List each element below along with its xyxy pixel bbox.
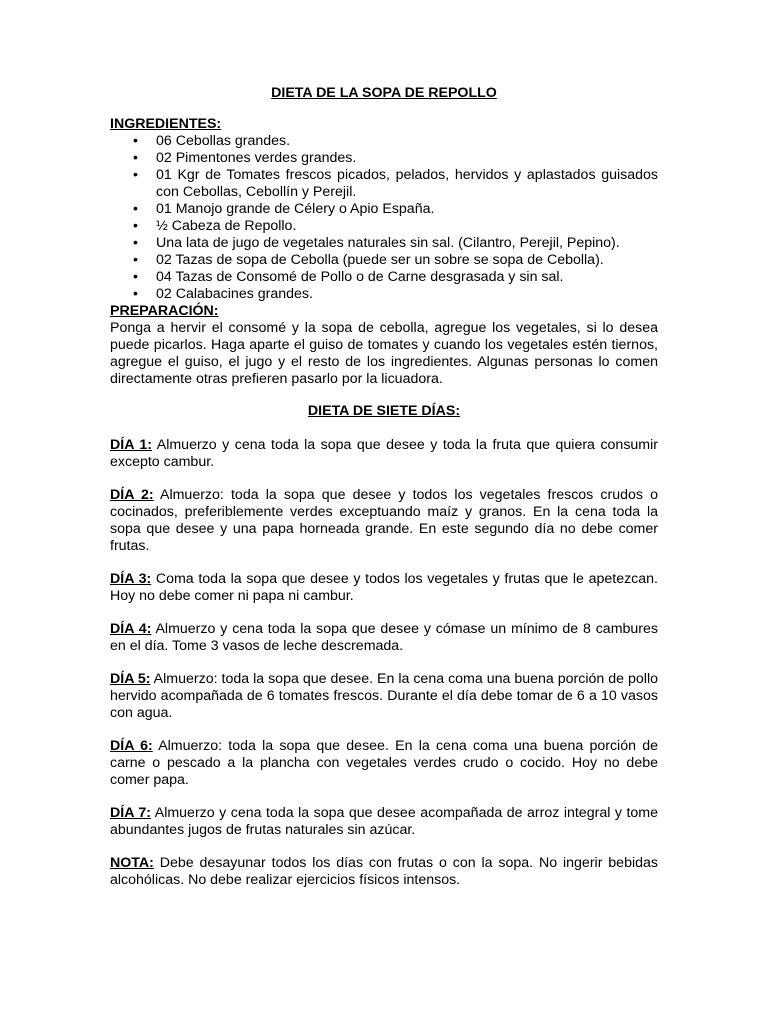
preparation-heading: PREPARACIÓN: [110,303,219,319]
day-text: Almuerzo y cena toda la sopa que desee y toda la fruta que quiera consumir excepto cambur. [110,437,658,470]
day-label: DÍA 5: [110,671,151,687]
ingredient-item: • 02 Calabacines grandes. [133,286,313,302]
bullet-icon: • [133,218,138,234]
day-text: Coma toda la sopa que desee y todos los vegetales y frutas que le apetezcan. Hoy no debe comer ni papa ni cambur. [110,571,659,604]
day-1-paragraph [110,437,658,471]
day-label: DÍA 4: [110,621,152,637]
bullet-icon: • [133,133,138,149]
note-text: Debe desayunar todos los días con frutas o con la sopa. No ingerir bebidas alcohólicas. No debe realizar ejercicios físicos intensos. [110,855,658,888]
day-label: DÍA 1: [110,437,153,453]
day-label: DÍA 6: [110,738,153,754]
bullet-icon: • [133,235,138,251]
ingredient-item: • 02 Pimentones verdes grandes. [133,150,357,166]
bullet-icon: • [133,252,138,268]
preparation-text: Ponga a hervir el consomé y la sopa de cebolla, agregue los vegetales, si lo desea puede picarlos. Haga aparte el guiso de tomates y cuando los vegetales estén tiernos, agregue el guiso, el jugo y el resto de los ingredientes. Algunas personas lo comen directamente otras prefieren pasarlo por la licuadora. [110,320,658,387]
ingredient-item: • 02 Tazas de sopa de Cebolla (puede ser un sobre se sopa de Cebolla). [133,252,604,268]
day-4-paragraph [110,621,658,655]
day-6-paragraph [110,738,658,789]
ingredient-item: • 04 Tazas de Consomé de Pollo o de Carne desgrasada y sin sal. [133,269,564,285]
bullet-icon: • [133,150,138,166]
day-text: Almuerzo y cena toda la sopa que desee acompañada de arroz integral y tome abundantes jugos de frutas naturales sin azúcar. [110,805,658,838]
document-body [110,85,658,889]
ingredients-heading: INGREDIENTES: [110,116,222,132]
note-label: NOTA: [110,855,154,871]
ingredient-item: • 01 Manojo grande de Célery o Apio España. [133,201,435,217]
day-text: Almuerzo y cena toda la sopa que desee y cómase un mínimo de 8 cambures en el día. Tome 3 vasos de leche descremada. [110,621,658,654]
day-7-paragraph [110,805,658,839]
day-text: Almuerzo: toda la sopa que desee. En la cena coma una buena porción de carne o pescado a la plancha con vegetales verdes crudo o cocido. Hoy no debe comer papa. [110,738,658,788]
diet-heading: DIETA DE SIETE DÍAS: [307,403,461,419]
day-3-paragraph [110,571,658,605]
bullet-icon: • [133,201,138,217]
day-2-paragraph [110,487,658,555]
ingredients-list [110,133,658,303]
day-text: Almuerzo: toda la sopa que desee. En la cena coma una buena porción de pollo hervido acompañada de 6 tomates frescos. Durante el día debe tomar de 6 a 10 vasos con agua. [110,671,658,721]
ingredient-item: • Una lata de jugo de vegetales naturales sin sal. (Cilantro, Perejil, Pepino). [133,235,620,251]
bullet-icon: • [133,286,138,302]
day-label: DÍA 3: [110,571,152,587]
bullet-icon: • [133,167,138,183]
day-label: DÍA 7: [110,805,152,821]
ingredient-item: • 06 Cebollas grandes. [133,133,291,149]
bullet-icon: • [133,269,138,285]
day-5-paragraph [110,671,658,722]
day-label: DÍA 2: [110,487,154,503]
day-text: Almuerzo: toda la sopa que desee y todos los vegetales frescos crudos o cocinados, preferiblemente verdes exceptuando maíz y granos. En la cena toda la sopa que desee y una papa horneada grande. En este segundo día no debe comer frutas. [110,487,658,554]
note-paragraph [110,855,658,889]
document-title: DIETA DE LA SOPA DE REPOLLO [271,85,497,101]
ingredient-item: • 01 Kgr de Tomates frescos picados, pelados, hervidos y aplastados guisados con Cebollas, Cebollín y Perejil. [133,167,658,200]
ingredient-item: • ½ Cabeza de Repollo. [133,218,297,234]
